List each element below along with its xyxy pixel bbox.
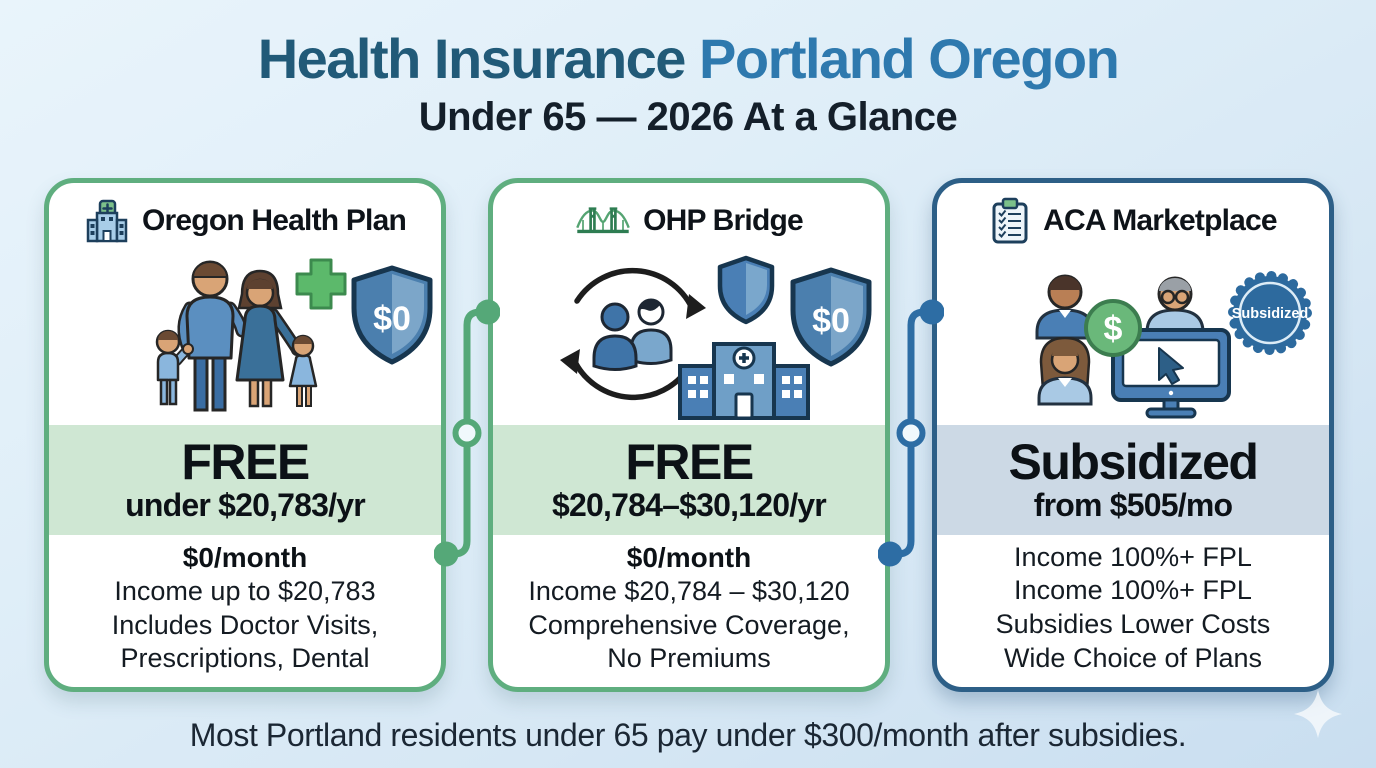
family-coverage-illustration (49, 245, 441, 425)
woman-avatar-icon (1039, 338, 1091, 404)
footer-note: Most Portland residents under 65 pay under $300/month after subsidies. (189, 717, 1187, 753)
zero-dollar-shield-icon (354, 268, 430, 362)
banner-headline: FREE (625, 433, 753, 490)
marketplace-illustration (937, 245, 1329, 425)
price-banner (493, 425, 885, 535)
plan-details (937, 535, 1329, 687)
zero-dollar-shield-icon (793, 270, 869, 364)
shoppers-monitor-badge-graphic (937, 245, 1329, 425)
detail-line: Subsidies Lower Costs (995, 609, 1271, 639)
plus-icon (297, 260, 345, 308)
detail-line: Income 100%+ FPL (1014, 541, 1252, 572)
card-header (937, 183, 1329, 245)
price-banner (49, 425, 441, 535)
page-subtitle: Under 65 — 2026 At a Glance (418, 95, 958, 140)
detail-line: Includes Doctor Visits, (111, 609, 379, 640)
title-part-dark: Health Insurance (257, 27, 685, 90)
plan-cards (44, 178, 1334, 692)
shield-label: $0 (812, 302, 850, 340)
header (0, 27, 1376, 140)
family-plus-shield-graphic (49, 245, 441, 425)
connector-green (434, 294, 500, 576)
shield-label: $0 (373, 300, 411, 338)
detail-line: Prescriptions, Dental (120, 643, 370, 674)
badge-label: Subsidized (1231, 306, 1309, 322)
detail-line: Income 100%+ FPL (1014, 575, 1252, 606)
price-banner (937, 425, 1329, 535)
card-ohp-bridge (488, 178, 890, 692)
card-aca-marketplace (932, 178, 1334, 692)
banner-subline: $20,784–$30,120/yr (552, 486, 826, 523)
hospital-building-icon (680, 344, 808, 418)
title-part-light: Portland Oregon (699, 27, 1119, 90)
banner-headline: Subsidized (1008, 433, 1258, 490)
dollar-coin-icon (1086, 301, 1140, 355)
card-header (493, 183, 885, 245)
detail-line: $0/month (626, 541, 752, 573)
banner-subline: from $505/mo (1033, 486, 1233, 523)
card-title: Oregon Health Plan (142, 204, 406, 237)
banner-headline: FREE (181, 433, 309, 490)
card-title: ACA Marketplace (1043, 204, 1277, 237)
detail-line: Income $20,784 – $30,120 (528, 575, 850, 606)
clipboard-icon (989, 197, 1031, 245)
plan-details (493, 535, 885, 687)
detail-line: Comprehensive Coverage, (528, 609, 850, 640)
detail-line: Wide Choice of Plans (1003, 642, 1263, 673)
detail-line: $0/month (182, 541, 308, 573)
coin-label: $ (1103, 310, 1123, 348)
page-title (0, 27, 1376, 90)
connector-blue (878, 294, 944, 576)
small-shield-icon (720, 258, 772, 322)
transition-coverage-illustration (493, 245, 885, 425)
plan-details (49, 535, 441, 687)
people-icon (594, 300, 671, 370)
hospital-icon (84, 198, 130, 244)
card-header (49, 183, 441, 245)
cycle-hospital-shield-graphic (493, 245, 885, 425)
detail-line: No Premiums (607, 643, 771, 674)
card-oregon-health-plan (44, 178, 446, 692)
banner-subline: under $20,783/yr (125, 486, 365, 523)
family-icon (157, 262, 316, 410)
subsidized-badge (1232, 276, 1309, 350)
detail-line: Income up to $20,783 (114, 575, 376, 606)
card-title: OHP Bridge (643, 204, 803, 237)
bridge-icon (575, 201, 631, 241)
